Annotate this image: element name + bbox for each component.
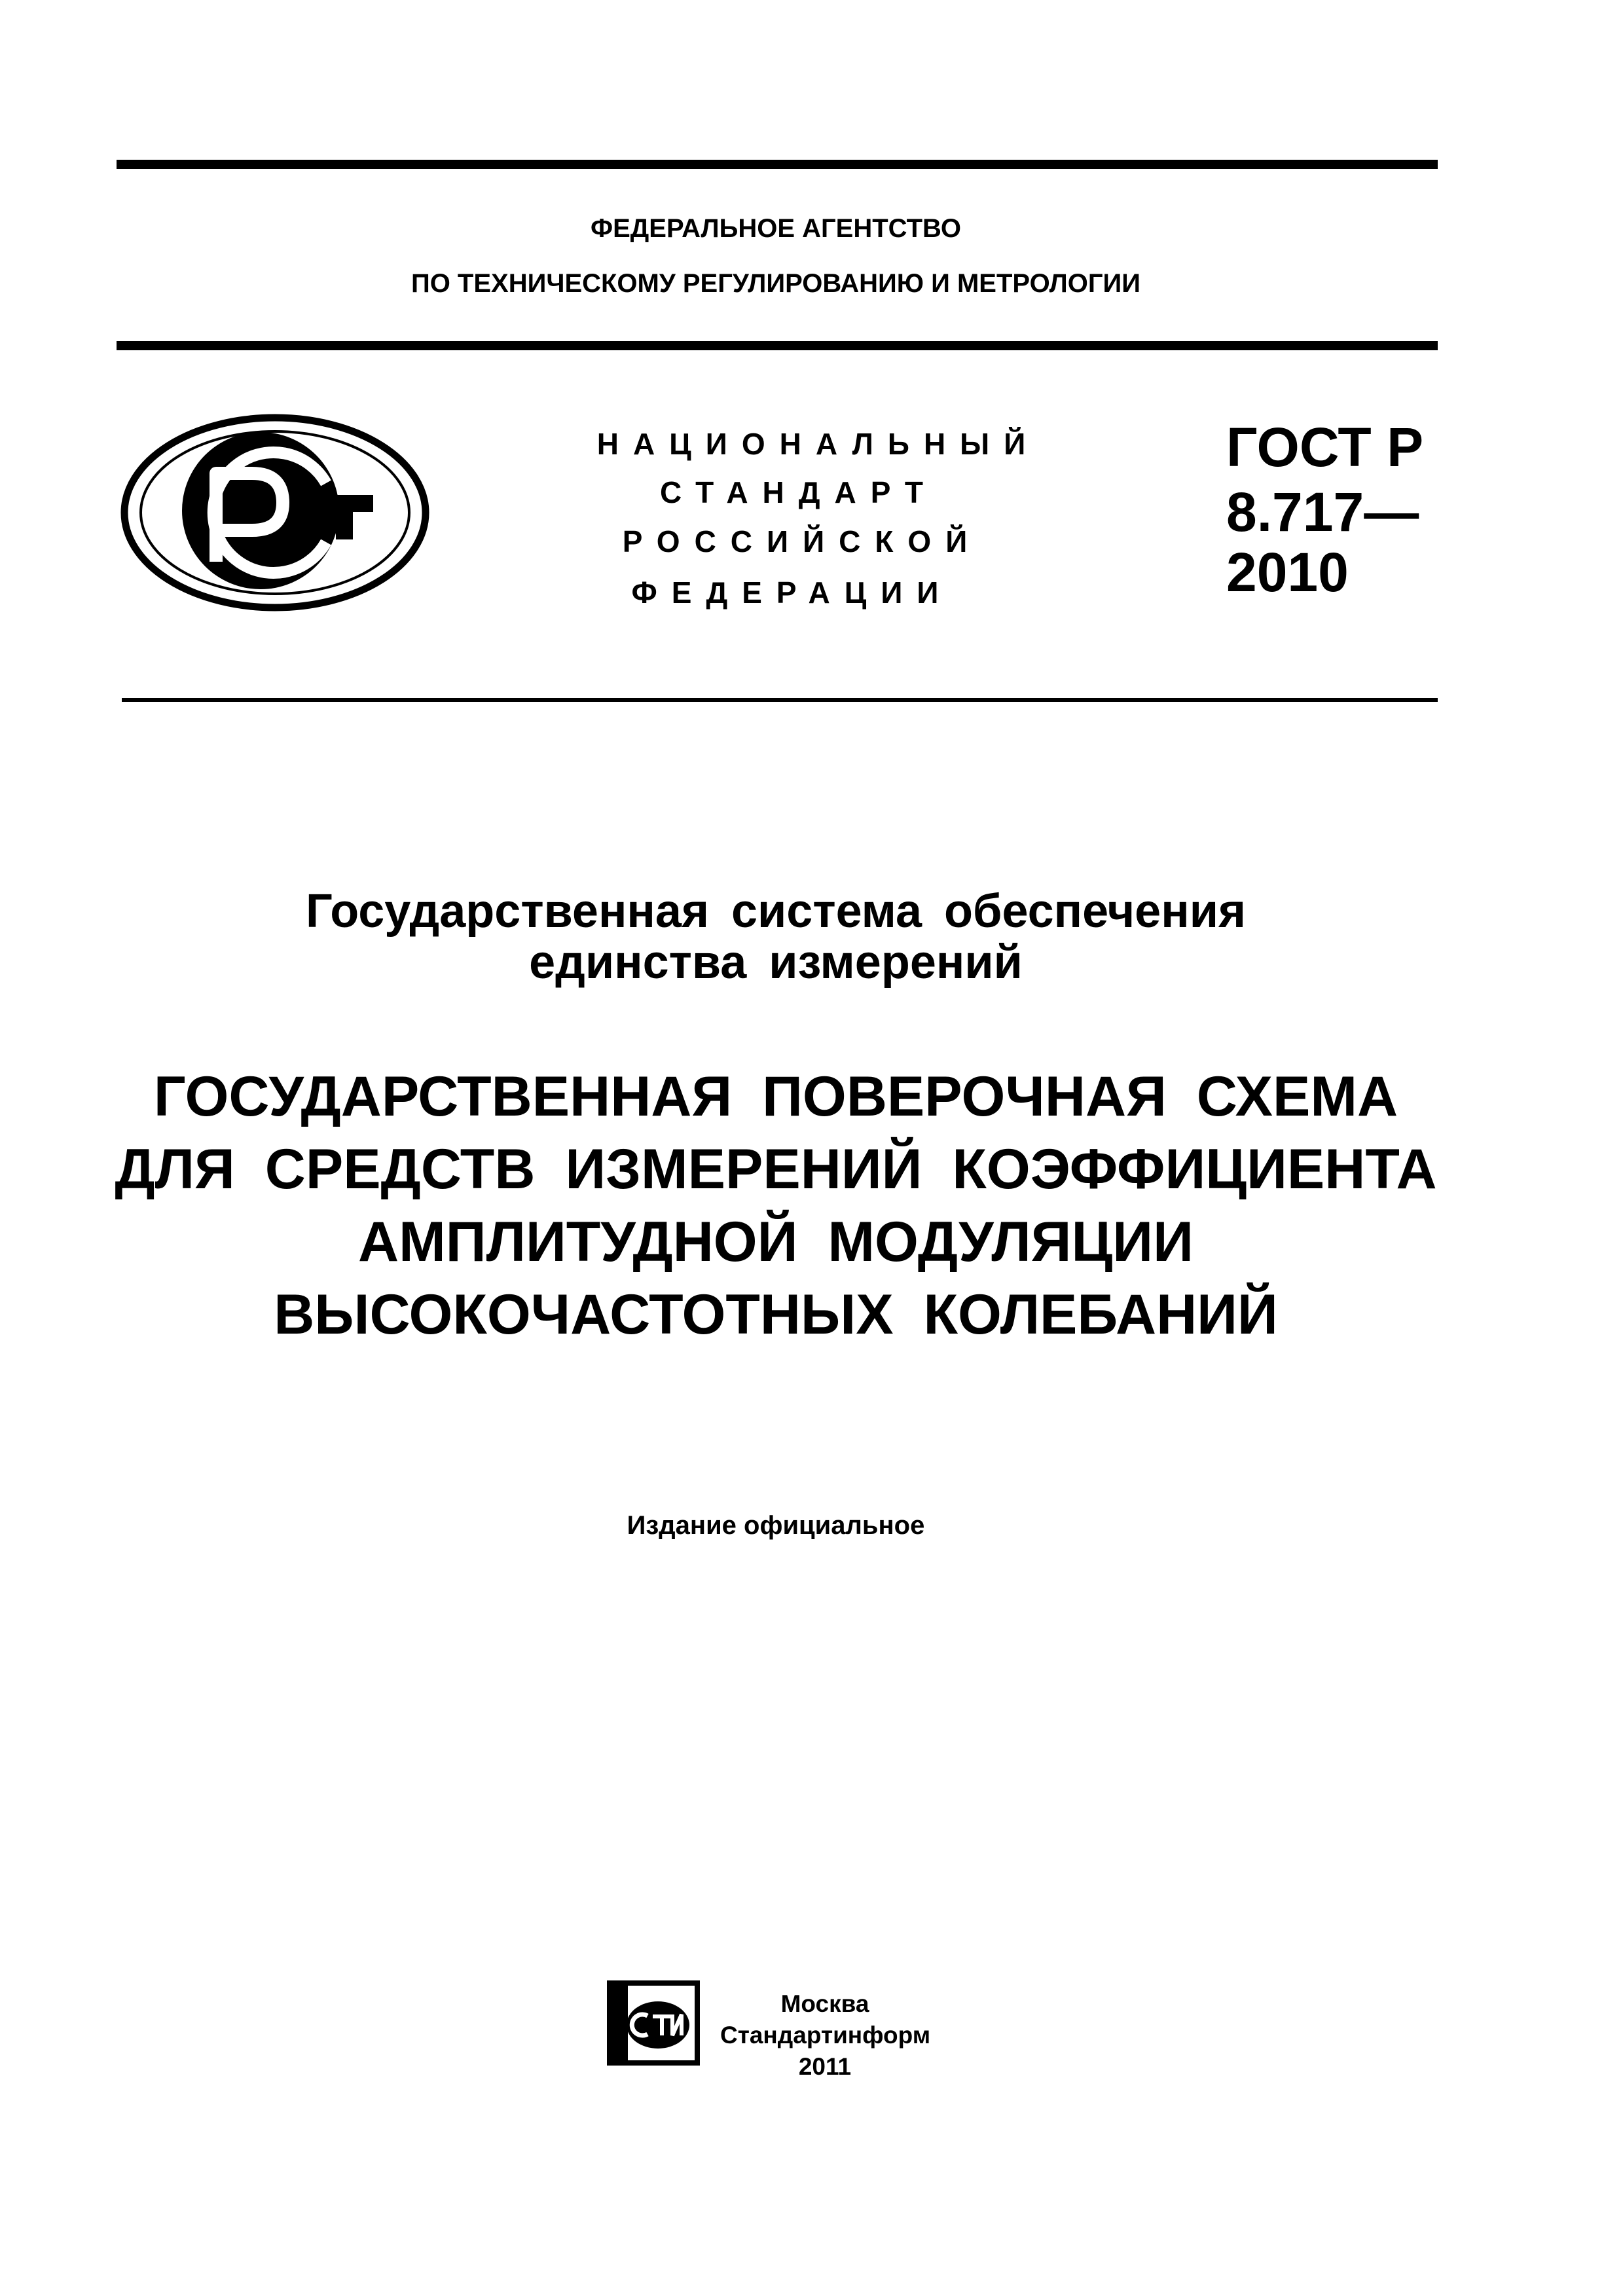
status-line-1: НАЦИОНАЛЬНЫЙ (596, 427, 1040, 461)
standard-designation-line-2: 8.717— (1226, 481, 1419, 543)
standartinform-logo-icon (607, 1980, 700, 2066)
section-rule (122, 698, 1438, 702)
status-line-2: СТАНДАРТ (660, 475, 938, 509)
standard-designation-line-3: 2010 (1226, 541, 1349, 603)
publication-year: 2011 (798, 2053, 852, 2080)
publisher-city: Москва (780, 1990, 869, 2017)
document-title-line-1: ГОСУДАРСТВЕННАЯ ПОВЕРОЧНАЯ СХЕМА (153, 1065, 1398, 1128)
document-title-line-3: АМПЛИТУДНОЙ МОДУЛЯЦИИ (358, 1211, 1194, 1273)
agency-name-line-2: ПО ТЕХНИЧЕСКОМУ РЕГУЛИРОВАНИЮ И МЕТРОЛОГИИ (410, 269, 1141, 298)
document-title-line-2: ДЛЯ СРЕДСТВ ИЗМЕРЕНИЙ КОЭФФИЦИЕНТА (115, 1138, 1437, 1201)
document-title-line-4: ВЫСОКОЧАСТОТНЫХ КОЛЕБАНИЙ (274, 1283, 1278, 1346)
status-line-4: ФЕДЕРАЦИИ (631, 575, 953, 610)
agency-name-line-1: ФЕДЕРАЛЬНОЕ АГЕНТСТВО (590, 214, 962, 243)
header-rule (117, 341, 1438, 350)
standard-designation-line-1: ГОСТ Р (1226, 416, 1424, 478)
publisher-name: Стандартинформ (720, 2022, 931, 2049)
top-rule (117, 160, 1438, 169)
edition-note: Издание официальное (627, 1511, 925, 1540)
series-title-line-2: единства измерений (529, 936, 1023, 989)
series-title-line-1: Государственная система обеспечения (306, 885, 1246, 938)
status-line-3: РОССИЙСКОЙ (622, 524, 982, 558)
rst-certification-mark-icon (118, 411, 432, 614)
